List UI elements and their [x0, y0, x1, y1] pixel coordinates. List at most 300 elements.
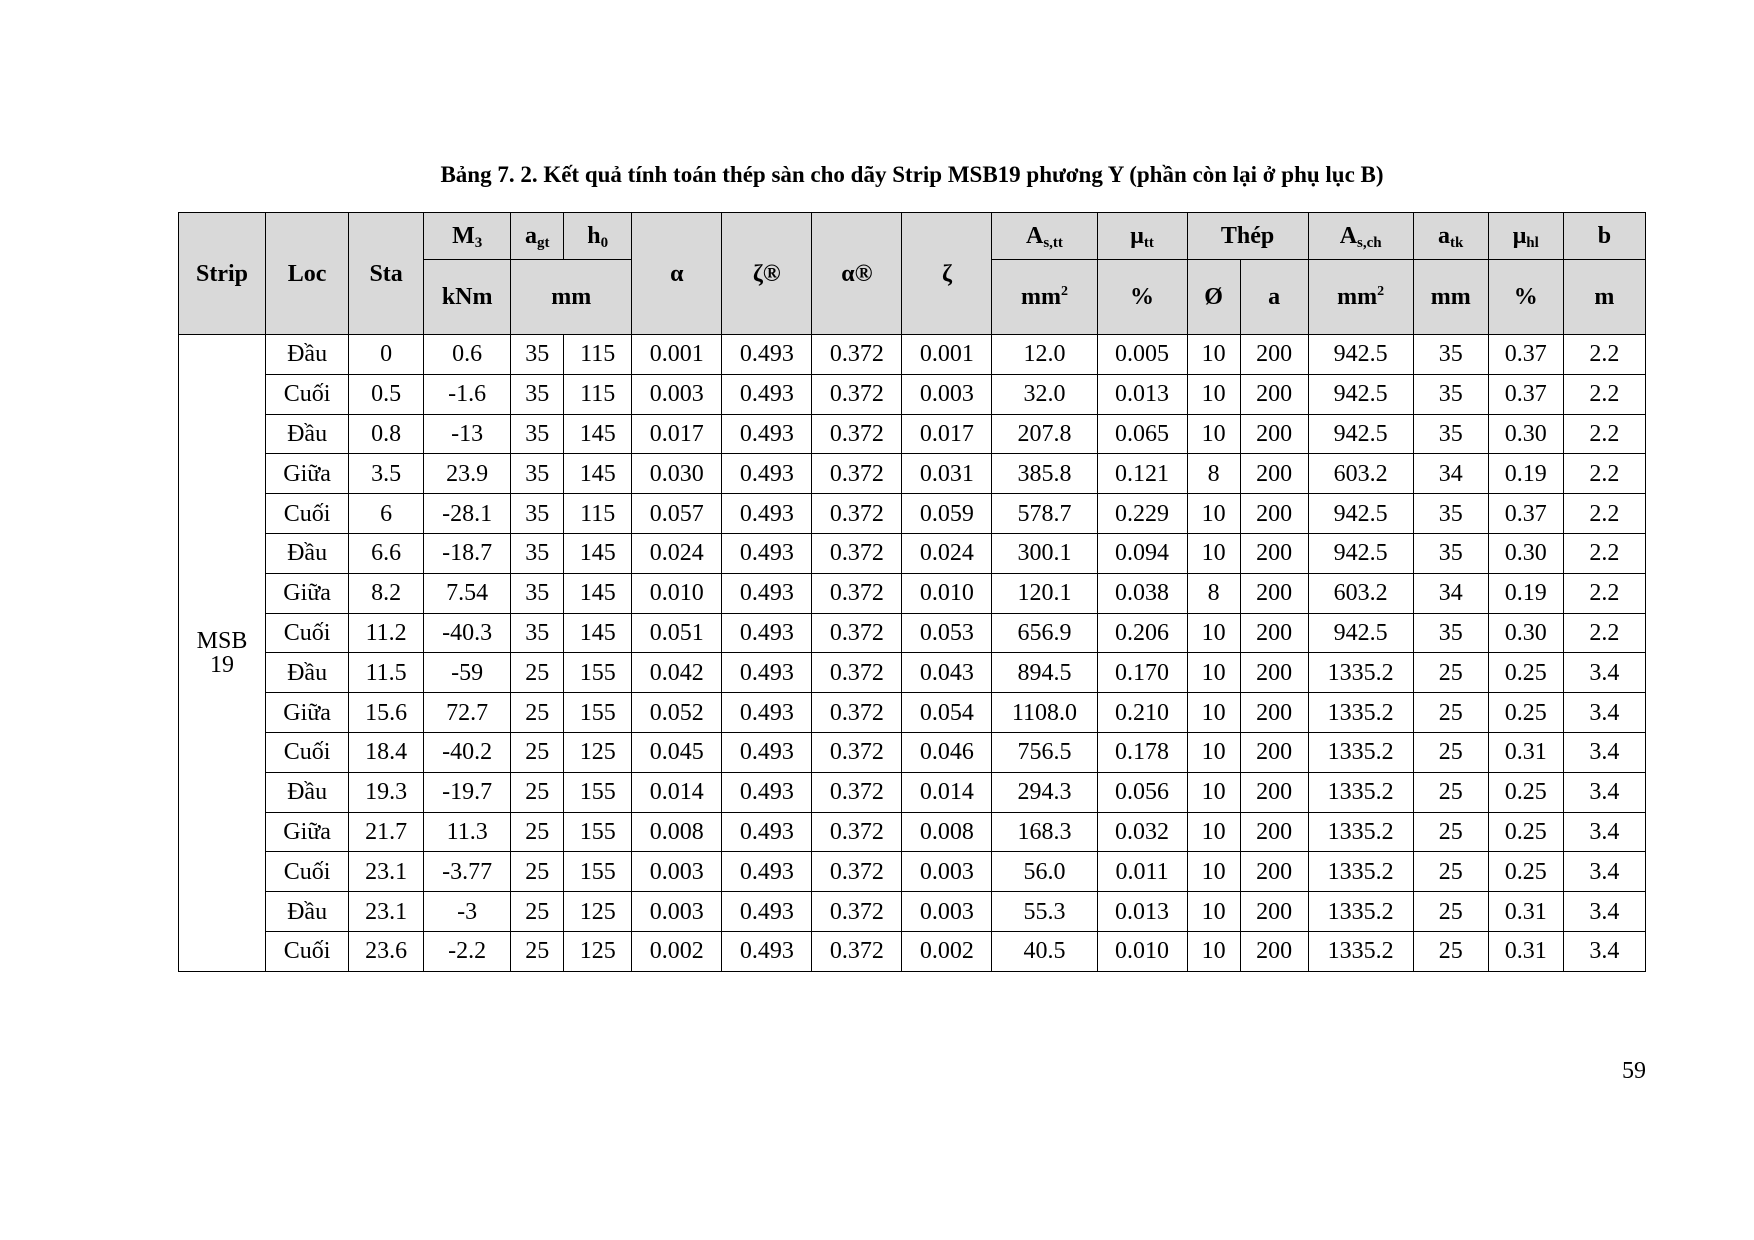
- table-cell: 35: [511, 335, 564, 375]
- table-cell: 145: [564, 454, 632, 494]
- table-cell: -3.77: [424, 852, 511, 892]
- col-h0-header: $h_0$: [564, 213, 632, 260]
- table-cell: 0.003: [632, 852, 722, 892]
- table-cell: 0.493: [722, 335, 812, 375]
- table-cell: 0.372: [812, 732, 902, 772]
- table-cell: 35: [1413, 613, 1488, 653]
- unit-mm2: $mm^2$: [992, 260, 1097, 335]
- table-row: [179, 374, 1646, 414]
- table-cell: 56.0: [992, 852, 1097, 892]
- table-cell: 0.001: [632, 335, 722, 375]
- unit-diameter: Ø: [1187, 260, 1240, 335]
- col-muhl-header: $\mu_{hl}$: [1488, 213, 1563, 260]
- table-cell: 0.032: [1097, 812, 1187, 852]
- table-row: [179, 693, 1646, 733]
- table-cell: 0.372: [812, 812, 902, 852]
- table-cell: Cuối: [266, 732, 349, 772]
- table-cell: 35: [1413, 494, 1488, 534]
- table-cell: 0.493: [722, 772, 812, 812]
- table-cell: 0.493: [722, 414, 812, 454]
- table-cell: 0.25: [1488, 653, 1563, 693]
- table-cell: 0.003: [902, 892, 992, 932]
- table-cell: 0.052: [632, 693, 722, 733]
- table-cell: 115: [564, 494, 632, 534]
- table-cell: 0.003: [632, 374, 722, 414]
- table-cell: 34: [1413, 454, 1488, 494]
- col-alpha-header: α: [632, 213, 722, 335]
- table-cell: 10: [1187, 653, 1240, 693]
- table-cell: 200: [1240, 533, 1308, 573]
- table-cell: 115: [564, 374, 632, 414]
- table-cell: 0.372: [812, 931, 902, 971]
- table-cell: 3.5: [349, 454, 424, 494]
- table-cell: 10: [1187, 613, 1240, 653]
- table-cell: 145: [564, 573, 632, 613]
- table-cell: Đầu: [266, 414, 349, 454]
- table-cell: 125: [564, 732, 632, 772]
- table-cell: 942.5: [1308, 533, 1413, 573]
- table-cell: 0.170: [1097, 653, 1187, 693]
- steel-results-table: [178, 212, 1646, 972]
- table-cell: 0.372: [812, 533, 902, 573]
- table-cell: 0.056: [1097, 772, 1187, 812]
- table-cell: 200: [1240, 335, 1308, 375]
- table-cell: 3.4: [1563, 732, 1645, 772]
- unit-m: m: [1563, 260, 1645, 335]
- table-cell: 0.057: [632, 494, 722, 534]
- table-cell: 25: [511, 653, 564, 693]
- table-cell: 35: [511, 533, 564, 573]
- table-cell: 0.31: [1488, 931, 1563, 971]
- table-cell: 2.2: [1563, 454, 1645, 494]
- table-cell: 2.2: [1563, 494, 1645, 534]
- table-cell: 756.5: [992, 732, 1097, 772]
- table-cell: 10: [1187, 772, 1240, 812]
- table-cell: 200: [1240, 573, 1308, 613]
- col-astt-header: $A_{s,tt}$: [992, 213, 1097, 260]
- table-cell: 120.1: [992, 573, 1097, 613]
- table-cell: 0.372: [812, 613, 902, 653]
- table-cell: 55.3: [992, 892, 1097, 932]
- table-cell: 1108.0: [992, 693, 1097, 733]
- table-cell: 25: [511, 772, 564, 812]
- table-cell: 10: [1187, 374, 1240, 414]
- table-cell: 0.493: [722, 812, 812, 852]
- strip-name-cell: [179, 335, 266, 972]
- table-cell: 0.065: [1097, 414, 1187, 454]
- table-cell: 0.8: [349, 414, 424, 454]
- table-cell: 0.19: [1488, 454, 1563, 494]
- table-cell: Giữa: [266, 693, 349, 733]
- table-cell: 0.493: [722, 693, 812, 733]
- table-cell: 0.002: [632, 931, 722, 971]
- table-cell: 11.5: [349, 653, 424, 693]
- table-cell: 0.493: [722, 573, 812, 613]
- table-cell: 200: [1240, 414, 1308, 454]
- table-cell: 10: [1187, 852, 1240, 892]
- table-cell: 125: [564, 892, 632, 932]
- table-cell: 200: [1240, 852, 1308, 892]
- table-cell: 25: [1413, 812, 1488, 852]
- table-cell: 25: [1413, 693, 1488, 733]
- table-cell: 942.5: [1308, 613, 1413, 653]
- col-thep-header: Thép: [1187, 213, 1308, 260]
- table-cell: 0.493: [722, 732, 812, 772]
- table-cell: 0.031: [902, 454, 992, 494]
- table-cell: 0: [349, 335, 424, 375]
- table-cell: Cuối: [266, 374, 349, 414]
- unit-percent-hl: %: [1488, 260, 1563, 335]
- table-cell: 8: [1187, 454, 1240, 494]
- table-cell: 125: [564, 931, 632, 971]
- table-row: [179, 653, 1646, 693]
- table-cell: Cuối: [266, 852, 349, 892]
- table-cell: 0.493: [722, 613, 812, 653]
- table-row: [179, 533, 1646, 573]
- table-cell: 25: [1413, 852, 1488, 892]
- table-cell: 1335.2: [1308, 772, 1413, 812]
- table-cell: 3.4: [1563, 693, 1645, 733]
- table-cell: 0.372: [812, 573, 902, 613]
- table-cell: 0.003: [902, 374, 992, 414]
- table-cell: 200: [1240, 892, 1308, 932]
- table-cell: 0.013: [1097, 374, 1187, 414]
- table-cell: 0.210: [1097, 693, 1187, 733]
- table-cell: 0.038: [1097, 573, 1187, 613]
- table-cell: 15.6: [349, 693, 424, 733]
- table-row: [179, 892, 1646, 932]
- table-cell: 155: [564, 693, 632, 733]
- table-cell: 8: [1187, 573, 1240, 613]
- table-cell: 3.4: [1563, 653, 1645, 693]
- table-cell: 0.30: [1488, 613, 1563, 653]
- table-cell: 155: [564, 653, 632, 693]
- table-cell: 942.5: [1308, 374, 1413, 414]
- table-cell: 0.372: [812, 772, 902, 812]
- table-cell: 0.493: [722, 852, 812, 892]
- table-cell: Cuối: [266, 613, 349, 653]
- table-cell: 155: [564, 772, 632, 812]
- table-cell: 1335.2: [1308, 931, 1413, 971]
- table-cell: 10: [1187, 414, 1240, 454]
- table-cell: 145: [564, 414, 632, 454]
- table-cell: 2.2: [1563, 533, 1645, 573]
- table-cell: 200: [1240, 732, 1308, 772]
- table-cell: 115: [564, 335, 632, 375]
- col-atk-header: $a_{tk}$: [1413, 213, 1488, 260]
- table-cell: Đầu: [266, 335, 349, 375]
- table-cell: 25: [511, 931, 564, 971]
- table-cell: 10: [1187, 494, 1240, 534]
- table-cell: 35: [511, 613, 564, 653]
- table-cell: 0.37: [1488, 374, 1563, 414]
- table-cell: 1335.2: [1308, 852, 1413, 892]
- table-cell: 0.493: [722, 374, 812, 414]
- table-cell: 300.1: [992, 533, 1097, 573]
- table-cell: 35: [1413, 533, 1488, 573]
- table-cell: 0.372: [812, 852, 902, 892]
- table-cell: 603.2: [1308, 573, 1413, 613]
- table-cell: 0.010: [1097, 931, 1187, 971]
- table-cell: 10: [1187, 892, 1240, 932]
- table-cell: 23.9: [424, 454, 511, 494]
- table-cell: 0.013: [1097, 892, 1187, 932]
- table-cell: 0.6: [424, 335, 511, 375]
- table-cell: 23.1: [349, 892, 424, 932]
- table-cell: 0.043: [902, 653, 992, 693]
- table-cell: 200: [1240, 454, 1308, 494]
- table-cell: Đầu: [266, 533, 349, 573]
- table-cell: 0.011: [1097, 852, 1187, 892]
- table-cell: 0.19: [1488, 573, 1563, 613]
- table-cell: 0.030: [632, 454, 722, 494]
- col-strip-header: Strip: [179, 213, 266, 335]
- col-loc-header: Loc: [266, 213, 349, 335]
- table-cell: 35: [511, 494, 564, 534]
- table-cell: 0.005: [1097, 335, 1187, 375]
- table-cell: 0.002: [902, 931, 992, 971]
- table-cell: 3.4: [1563, 772, 1645, 812]
- table-cell: 0.493: [722, 533, 812, 573]
- table-cell: 656.9: [992, 613, 1097, 653]
- table-cell: -59: [424, 653, 511, 693]
- col-zeta-r-header: ζ®: [722, 213, 812, 335]
- table-cell: 0.25: [1488, 812, 1563, 852]
- table-body: [179, 335, 1646, 972]
- table-cell: 6: [349, 494, 424, 534]
- table-cell: 0.206: [1097, 613, 1187, 653]
- table-cell: -19.7: [424, 772, 511, 812]
- table-cell: 0.25: [1488, 772, 1563, 812]
- table-cell: 0.046: [902, 732, 992, 772]
- table-cell: 2.2: [1563, 613, 1645, 653]
- table-cell: 11.3: [424, 812, 511, 852]
- unit-mm2-ch: $mm^2$: [1308, 260, 1413, 335]
- table-cell: 35: [1413, 414, 1488, 454]
- table-cell: 0.25: [1488, 693, 1563, 733]
- table-cell: 35: [1413, 335, 1488, 375]
- table-cell: 0.003: [632, 892, 722, 932]
- table-cell: -13: [424, 414, 511, 454]
- table-cell: 200: [1240, 494, 1308, 534]
- table-cell: 25: [511, 693, 564, 733]
- table-row: [179, 494, 1646, 534]
- table-cell: 0.008: [902, 812, 992, 852]
- table-cell: 0.054: [902, 693, 992, 733]
- table-cell: -18.7: [424, 533, 511, 573]
- table-cell: 0.059: [902, 494, 992, 534]
- table-cell: 200: [1240, 374, 1308, 414]
- table-row: [179, 454, 1646, 494]
- strip-name-line2: 19: [210, 651, 235, 678]
- table-cell: 25: [511, 852, 564, 892]
- table-cell: 6.6: [349, 533, 424, 573]
- table-cell: 3.4: [1563, 931, 1645, 971]
- table-row: [179, 573, 1646, 613]
- table-cell: 578.7: [992, 494, 1097, 534]
- col-agt-header: $a_{gt}$: [511, 213, 564, 260]
- table-cell: 155: [564, 812, 632, 852]
- page-number: 59: [1622, 1058, 1646, 1084]
- table-cell: 145: [564, 533, 632, 573]
- table-cell: 603.2: [1308, 454, 1413, 494]
- table-cell: 0.372: [812, 374, 902, 414]
- table-cell: 8.2: [349, 573, 424, 613]
- table-cell: 0.493: [722, 454, 812, 494]
- table-cell: Cuối: [266, 931, 349, 971]
- table-cell: 0.017: [902, 414, 992, 454]
- table-cell: 3.4: [1563, 892, 1645, 932]
- table-cell: -3: [424, 892, 511, 932]
- table-cell: Đầu: [266, 653, 349, 693]
- table-cell: 3.4: [1563, 852, 1645, 892]
- strip-name-line1: MSB: [196, 627, 248, 654]
- table-cell: 1335.2: [1308, 732, 1413, 772]
- table-cell: 35: [511, 454, 564, 494]
- table-cell: 7.54: [424, 573, 511, 613]
- unit-mm-atk: mm: [1413, 260, 1488, 335]
- table-cell: 294.3: [992, 772, 1097, 812]
- table-cell: 0.229: [1097, 494, 1187, 534]
- table-cell: -40.3: [424, 613, 511, 653]
- table-cell: 0.094: [1097, 533, 1187, 573]
- table-cell: 10: [1187, 812, 1240, 852]
- col-mutt-header: $\mu_{tt}$: [1097, 213, 1187, 260]
- table-cell: 0.372: [812, 454, 902, 494]
- table-cell: 11.2: [349, 613, 424, 653]
- table-cell: 35: [511, 573, 564, 613]
- table-cell: 25: [1413, 892, 1488, 932]
- table-cell: 200: [1240, 812, 1308, 852]
- table-cell: 0.5: [349, 374, 424, 414]
- table-cell: Giữa: [266, 454, 349, 494]
- col-zeta-header: ζ: [902, 213, 992, 335]
- table-cell: 34: [1413, 573, 1488, 613]
- table-cell: 942.5: [1308, 335, 1413, 375]
- table-cell: 72.7: [424, 693, 511, 733]
- col-alpha-r-header: α®: [812, 213, 902, 335]
- table-cell: 0.014: [632, 772, 722, 812]
- unit-knm: kNm: [424, 260, 511, 335]
- table-cell: 0.024: [902, 533, 992, 573]
- table-cell: 25: [511, 892, 564, 932]
- table-cell: 10: [1187, 931, 1240, 971]
- table-cell: 25: [1413, 653, 1488, 693]
- table-cell: 25: [511, 812, 564, 852]
- table-cell: Giữa: [266, 573, 349, 613]
- table-cell: 0.045: [632, 732, 722, 772]
- col-b-header: b: [1563, 213, 1645, 260]
- table-cell: 145: [564, 613, 632, 653]
- table-row: [179, 613, 1646, 653]
- table-cell: 200: [1240, 613, 1308, 653]
- table-cell: 2.2: [1563, 335, 1645, 375]
- table-cell: 35: [1413, 374, 1488, 414]
- table-cell: 0.25: [1488, 852, 1563, 892]
- table-cell: Giữa: [266, 812, 349, 852]
- table-cell: 10: [1187, 732, 1240, 772]
- col-asch-header: $A_{s,ch}$: [1308, 213, 1413, 260]
- table-cell: 19.3: [349, 772, 424, 812]
- table-cell: -2.2: [424, 931, 511, 971]
- table-cell: 0.372: [812, 335, 902, 375]
- table-cell: 0.30: [1488, 414, 1563, 454]
- table-cell: Đầu: [266, 772, 349, 812]
- table-cell: 0.493: [722, 494, 812, 534]
- table-cell: 0.042: [632, 653, 722, 693]
- table-cell: 10: [1187, 533, 1240, 573]
- table-cell: 40.5: [992, 931, 1097, 971]
- table-cell: 0.121: [1097, 454, 1187, 494]
- table-cell: 0.37: [1488, 335, 1563, 375]
- table-cell: 25: [511, 732, 564, 772]
- table-cell: 0.010: [902, 573, 992, 613]
- unit-spacing: a: [1240, 260, 1308, 335]
- table-cell: 207.8: [992, 414, 1097, 454]
- table-cell: 25: [1413, 772, 1488, 812]
- table-cell: 0.37: [1488, 494, 1563, 534]
- table-cell: 35: [511, 414, 564, 454]
- table-header: [179, 213, 1646, 335]
- col-m3-header: $M_3$: [424, 213, 511, 260]
- table-cell: 2.2: [1563, 573, 1645, 613]
- table-cell: 0.008: [632, 812, 722, 852]
- table-cell: 0.010: [632, 573, 722, 613]
- table-cell: 0.372: [812, 693, 902, 733]
- table-cell: 0.493: [722, 931, 812, 971]
- table-row: [179, 812, 1646, 852]
- table-cell: 200: [1240, 931, 1308, 971]
- table-cell: 0.372: [812, 494, 902, 534]
- unit-percent: %: [1097, 260, 1187, 335]
- table-cell: 168.3: [992, 812, 1097, 852]
- table-cell: 385.8: [992, 454, 1097, 494]
- table-cell: -1.6: [424, 374, 511, 414]
- table-cell: 21.7: [349, 812, 424, 852]
- table-cell: 942.5: [1308, 494, 1413, 534]
- table-cell: 1335.2: [1308, 693, 1413, 733]
- col-sta-header: Sta: [349, 213, 424, 335]
- table-cell: 0.493: [722, 653, 812, 693]
- table-caption: Bảng 7. 2. Kết quả tính toán thép sàn cho dãy Strip MSB19 phương Y (phần còn lại ở phụ lục B): [440, 162, 1384, 187]
- table-cell: 0.31: [1488, 892, 1563, 932]
- table-cell: 18.4: [349, 732, 424, 772]
- table-cell: 0.372: [812, 892, 902, 932]
- table-cell: 25: [1413, 931, 1488, 971]
- table-cell: 155: [564, 852, 632, 892]
- table-cell: 0.493: [722, 892, 812, 932]
- table-cell: 0.001: [902, 335, 992, 375]
- table-cell: 0.31: [1488, 732, 1563, 772]
- table-cell: 0.017: [632, 414, 722, 454]
- table-cell: 0.051: [632, 613, 722, 653]
- table-cell: 2.2: [1563, 374, 1645, 414]
- table-cell: 0.003: [902, 852, 992, 892]
- table-row: [179, 772, 1646, 812]
- table-cell: 12.0: [992, 335, 1097, 375]
- table-cell: -40.2: [424, 732, 511, 772]
- table-cell: 1335.2: [1308, 892, 1413, 932]
- table-cell: Cuối: [266, 494, 349, 534]
- table-cell: 0.014: [902, 772, 992, 812]
- table-cell: 200: [1240, 653, 1308, 693]
- table-cell: 23.1: [349, 852, 424, 892]
- table-cell: 10: [1187, 693, 1240, 733]
- table-row: [179, 414, 1646, 454]
- table-cell: 0.053: [902, 613, 992, 653]
- table-cell: 942.5: [1308, 414, 1413, 454]
- table-cell: 1335.2: [1308, 653, 1413, 693]
